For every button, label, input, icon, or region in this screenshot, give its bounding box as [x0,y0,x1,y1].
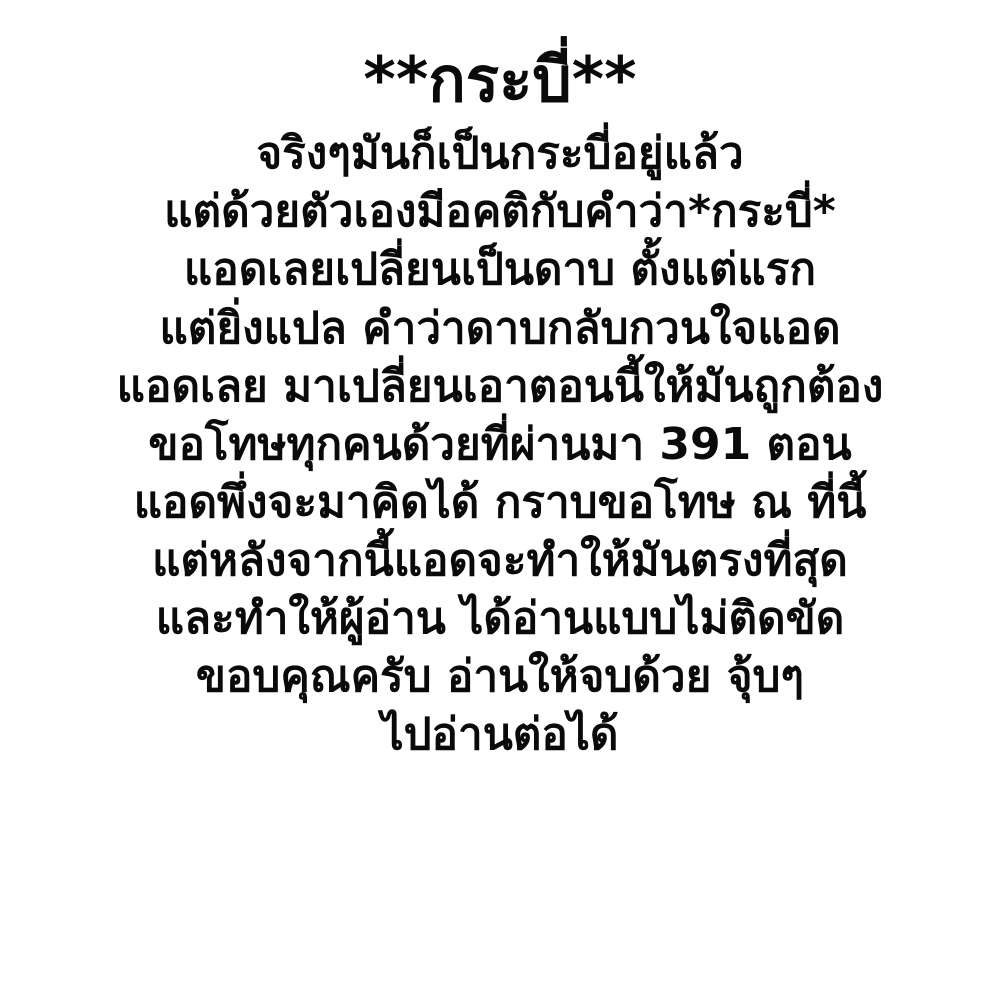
text-line: ไปอ่านต่อได้ [381,709,619,761]
text-line: แต่ยิ่งแปล คำว่าดาบกลับกวนใจแอด [159,302,841,354]
text-line: แต่ด้วยตัวเองมีอคติกับคำว่า*กระบี่* [164,186,836,238]
text-line: แอดพึ่งจะมาคิดได้ กราบขอโทษ ณ ที่นี้ [133,476,867,528]
page-title: **กระบี่** [363,43,637,116]
text-line: และทำให้ผู้อ่าน ได้อ่านแบบไม่ติดขัด [155,592,845,644]
text-line: จริงๆมันก็เป็นกระบี่อยู่แล้ว [256,128,744,180]
text-line: แอดเลยเปลี่ยนเป็นดาบ ตั้งแต่แรก [183,244,817,296]
document-body [40,125,960,764]
text-line: แต่หลังจากนี้แอดจะทำให้มันตรงที่สุด [152,534,848,586]
text-line: แอดเลย มาเปลี่ยนเอาตอนนี้ให้มันถูกต้อง [116,360,884,412]
text-line: ขอบคุณครับ อ่านให้จบด้วย จุ้บๆ [195,651,805,702]
text-line: ขอโทษทุกคนด้วยที่ผ่านมา 391 ตอน [148,418,852,470]
